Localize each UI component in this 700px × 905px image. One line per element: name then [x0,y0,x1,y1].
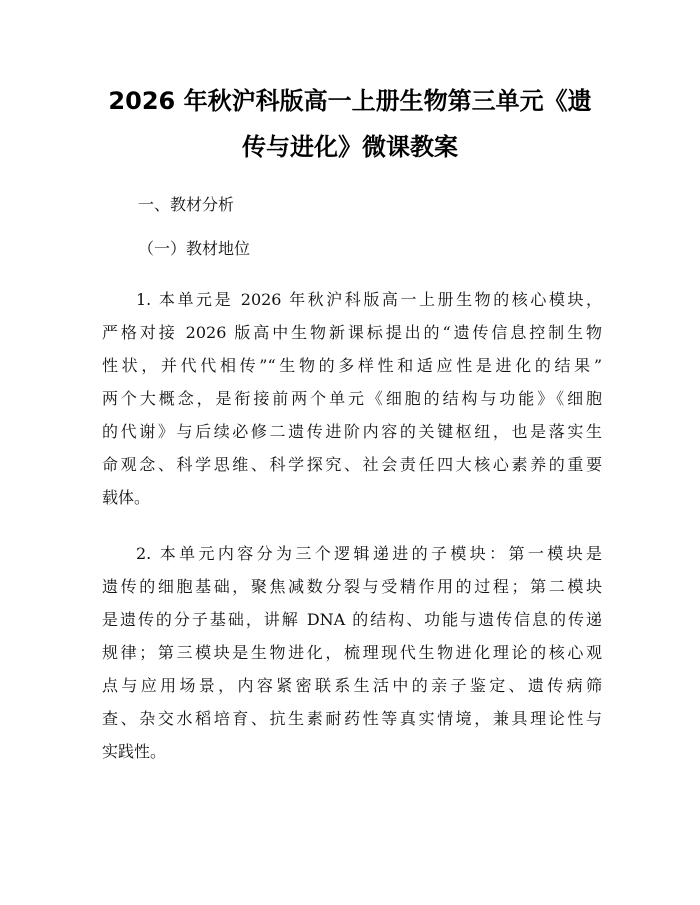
paragraph-line: 1. 本单元是 2026 年秋沪科版高一上册生物的核心模块， [136,290,602,309]
subsection-heading: （一）教材地位 [138,239,251,258]
paragraph-2 [102,537,602,768]
paragraph-line: 的代谢》与后续必修二遗传进阶内容的关键枢纽，也是落实生 [102,422,602,441]
paragraph-line: 2. 本单元内容分为三个逻辑递进的子模块：第一模块是 [136,544,602,563]
paragraph-line: 是遗传的分子基础，讲解 DNA 的结构、功能与遗传信息的传递 [102,610,602,629]
paragraph-1 [102,283,602,514]
paragraph-line: 载体。 [102,488,151,507]
paragraph-line: 实践性。 [102,742,167,761]
document-title [80,78,620,170]
paragraph-line: 命观念、科学思维、科学探究、社会责任四大核心素养的重要 [102,455,602,474]
section-heading: 一、教材分析 [138,195,235,214]
paragraph-line: 两个大概念，是衔接前两个单元《细胞的结构与功能》《细胞 [102,389,602,408]
paragraph-line: 遗传的细胞基础，聚焦减数分裂与受精作用的过程；第二模块 [102,577,602,596]
paragraph-line: 查、杂交水稻培育、抗生素耐药性等真实情境，兼具理论性与 [102,709,602,728]
paragraph-line: 规律；第三模块是生物进化，梳理现代生物进化理论的核心观 [102,643,602,662]
paragraph-line: 点与应用场景，内容紧密联系生活中的亲子鉴定、遗传病筛 [102,676,602,695]
paragraph-line: 严格对接 2026 版高中生物新课标提出的“遗传信息控制生物 [102,323,602,342]
title-line-1: 2026 年秋沪科版高一上册生物第三单元《遗 [108,87,592,115]
title-line-2: 传与进化》微课教案 [242,133,458,161]
paragraph-line: 性状，并代代相传”“生物的多样性和适应性是进化的结果” [102,356,602,375]
